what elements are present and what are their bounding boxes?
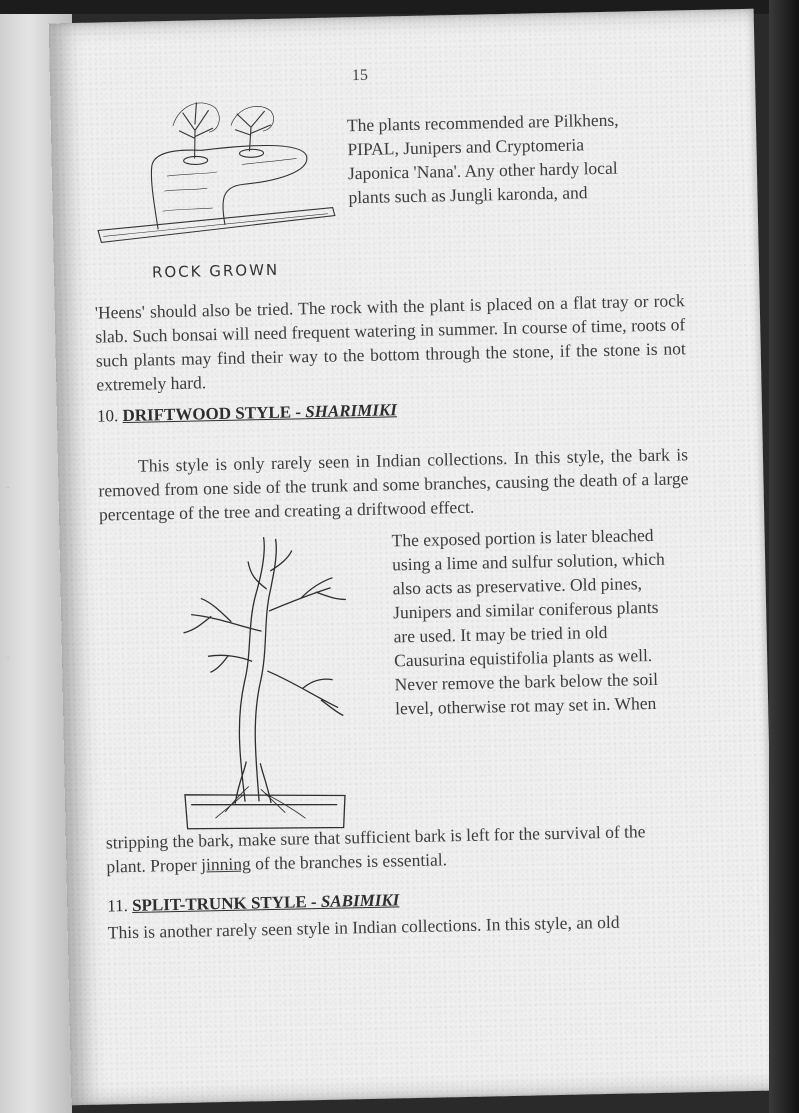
section-11-number: 11.: [107, 896, 129, 916]
rock-text-line-3: Japonica 'Nana'. Any other hardy local: [347, 157, 618, 184]
jinning-term: jinning: [200, 853, 251, 875]
section-10-title-italic: SHARIMIKI: [305, 400, 398, 422]
section-11-title: SPLIT-TRUNK STYLE -: [131, 891, 322, 915]
section-10-title: DRIFTWOOD STYLE -: [122, 402, 306, 426]
rock-text-line-4: plants such as Jungli karonda, and: [348, 182, 588, 208]
rock-text-line-2: PIPAL, Junipers and Cryptomeria: [347, 134, 585, 160]
driftwood-text-line-2: using a lime and sulfur solution, which: [391, 548, 665, 575]
rock-text-line-1: The plants recommended are Pilkhens,: [346, 109, 619, 136]
driftwood-text-line-6: Causurina equistifolia plants as well.: [393, 645, 653, 671]
driftwood-text-line-5: are used. It may be tried in old: [393, 621, 608, 647]
driftwood-continuation-line-1: stripping the bark, make sure that sufficient bark is left for the survival of the: [105, 821, 646, 853]
page-number: 15: [351, 66, 369, 85]
illustration-caption: ROCK GROWN: [151, 260, 280, 282]
facing-page-edge: .. ..: [0, 14, 72, 1113]
driftwood-tree-illustration: [169, 529, 375, 833]
driftwood-text-line-1: The exposed portion is later bleached: [391, 524, 654, 551]
section-11-text: This is another rarely seen style in Indian collections. In this style, an old: [107, 911, 620, 943]
section-11-heading: [107, 890, 399, 916]
section-10-heading: [97, 400, 397, 426]
section-11-title-italic: SABIMIKI: [320, 890, 400, 911]
driftwood-text-line-4: Junipers and similar coniferous plants: [392, 596, 659, 623]
section-10-intro: This style is only rarely seen in Indian collections. In this style, the bark is removed from one side of the trunk and some branches, causing the death of a large percentage of the tree and creating a driftwood effect.: [98, 444, 689, 525]
driftwood-text-line-7: Never remove the bark below the soil: [394, 668, 659, 695]
cont-text-b: of the branches is essential.: [250, 849, 448, 874]
rock-continuation-paragraph: 'Heens' should also be tried. The rock with the plant is placed on a flat tray or rock slab. Such bonsai will need frequent watering in summer. In course of time, roots of such plants may find their way to the bottom through the stone, if the stone is not extremely hard.: [94, 290, 686, 395]
rock-grown-illustration: [90, 87, 343, 257]
driftwood-text-line-8: level, otherwise rot may set in. When: [394, 692, 657, 719]
cont-text-a: plant. Proper: [106, 854, 202, 877]
book-page: [49, 9, 777, 1106]
book-cover-edge: [769, 0, 799, 1113]
driftwood-text-line-3: also acts as preservative. Old pines,: [392, 573, 643, 599]
section-10-number: 10.: [96, 406, 119, 426]
